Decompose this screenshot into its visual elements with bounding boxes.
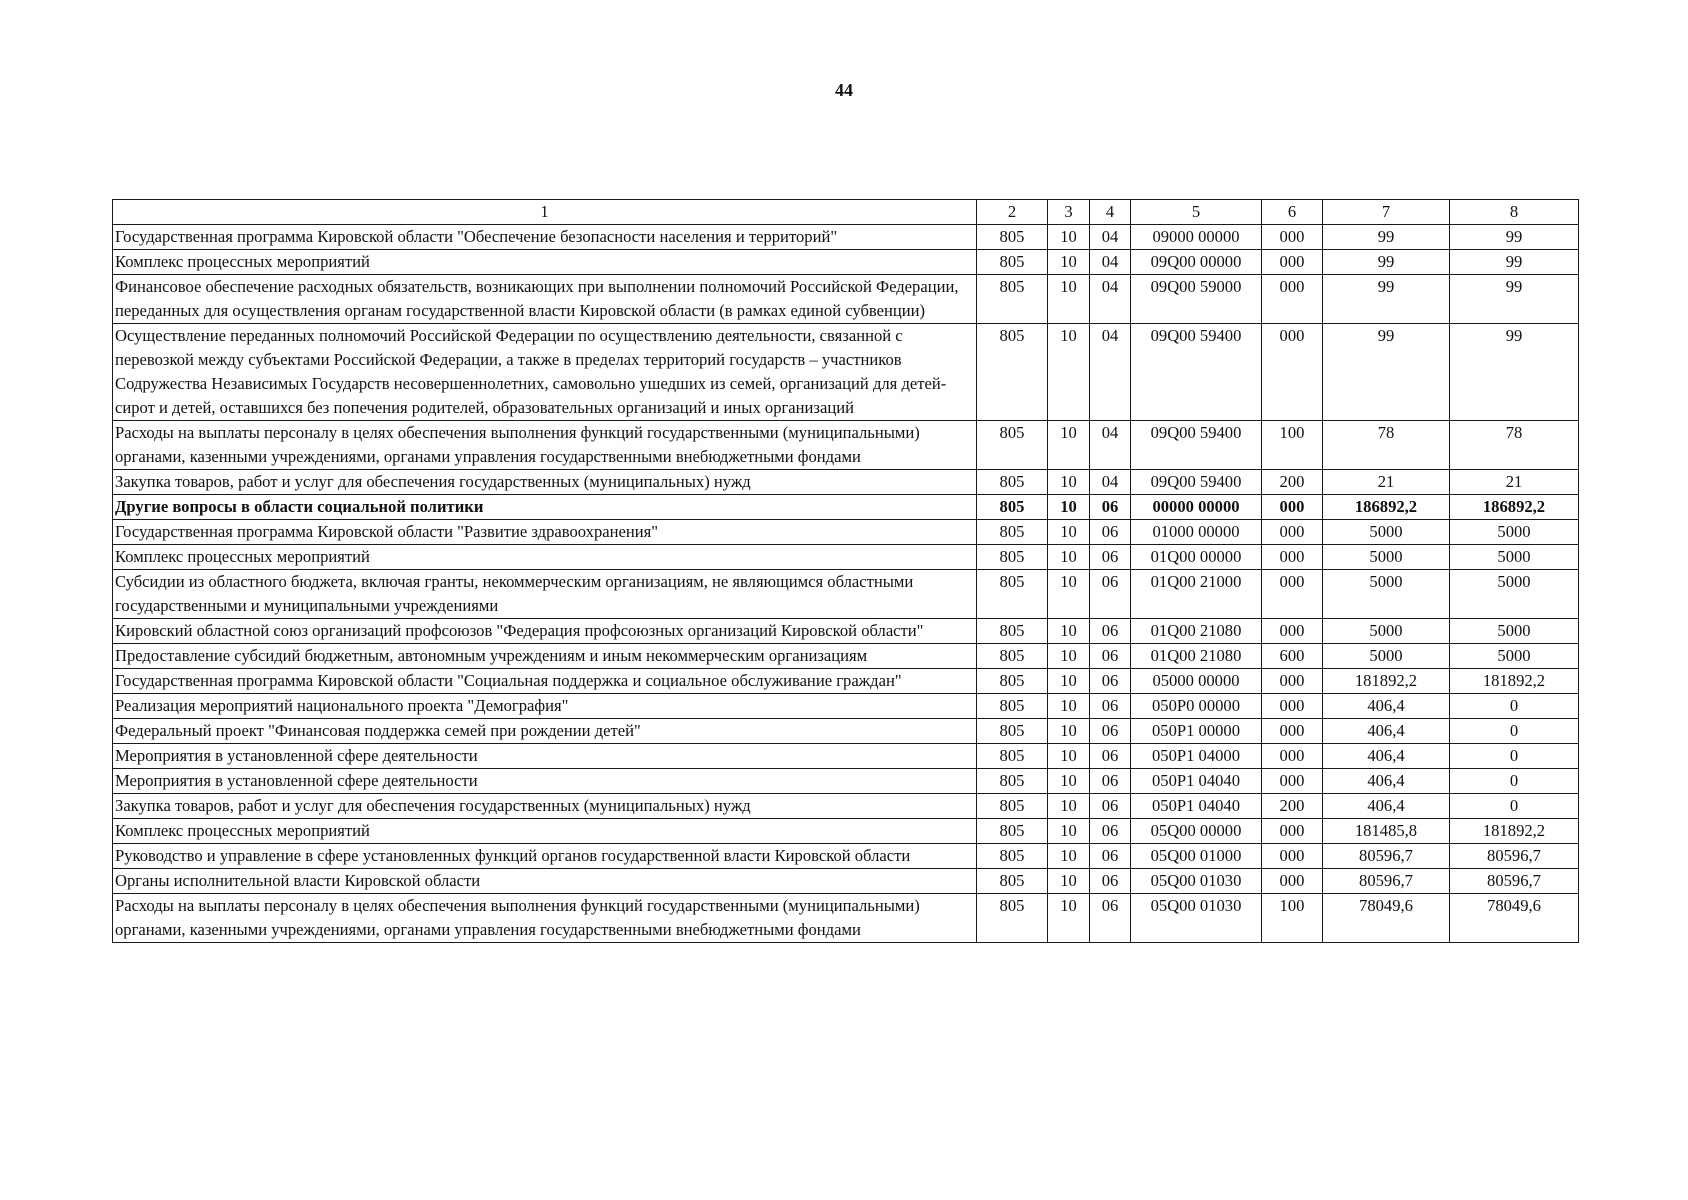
expense-type-code: 200 [1262, 794, 1323, 819]
section-code: 10 [1048, 694, 1090, 719]
admin-code: 805 [977, 794, 1048, 819]
amount-year-1: 406,4 [1323, 744, 1450, 769]
amount-year-1: 5000 [1323, 545, 1450, 570]
amount-year-1: 186892,2 [1323, 495, 1450, 520]
subsection-code: 06 [1090, 869, 1131, 894]
subsection-code: 06 [1090, 669, 1131, 694]
subsection-code: 04 [1090, 421, 1131, 470]
row-name: Осуществление переданных полномочий Российской Федерации по осуществлению деятельности, связанной с перевозкой между субъектами Российской Федерации, а также в пределах территорий государств – участников Содружества Независимых Государств несовершеннолетних, самовольно ушедших из семей, организаций для детей-сирот и детей, оставшихся без попечения родителей, образовательных организаций и иных организаций [113, 324, 977, 421]
table-row [113, 894, 1579, 943]
row-name: Органы исполнительной власти Кировской области [113, 869, 977, 894]
row-name: Расходы на выплаты персоналу в целях обеспечения выполнения функций государственными (муниципальными) органами, казенными учреждениями, органами управления государственными внебюджетными фондами [113, 421, 977, 470]
table-row [113, 421, 1579, 470]
subsection-code: 06 [1090, 894, 1131, 943]
table-row [113, 869, 1579, 894]
section-code: 10 [1048, 894, 1090, 943]
section-code: 10 [1048, 619, 1090, 644]
amount-year-1: 99 [1323, 324, 1450, 421]
column-header-7: 7 [1323, 200, 1450, 225]
amount-year-2: 0 [1450, 794, 1579, 819]
admin-code: 805 [977, 819, 1048, 844]
expense-type-code: 600 [1262, 644, 1323, 669]
amount-year-1: 406,4 [1323, 794, 1450, 819]
admin-code: 805 [977, 869, 1048, 894]
subsection-code: 06 [1090, 844, 1131, 869]
amount-year-2: 0 [1450, 719, 1579, 744]
amount-year-1: 181485,8 [1323, 819, 1450, 844]
admin-code: 805 [977, 769, 1048, 794]
subsection-code: 06 [1090, 570, 1131, 619]
section-code: 10 [1048, 545, 1090, 570]
table-row [113, 250, 1579, 275]
amount-year-1: 5000 [1323, 619, 1450, 644]
header-row [113, 200, 1579, 225]
admin-code: 805 [977, 470, 1048, 495]
expense-type-code: 100 [1262, 421, 1323, 470]
target-article-code: 01Q00 21080 [1131, 644, 1262, 669]
table-row [113, 570, 1579, 619]
section-code: 10 [1048, 669, 1090, 694]
subsection-code: 04 [1090, 225, 1131, 250]
table-row [113, 844, 1579, 869]
row-name: Закупка товаров, работ и услуг для обеспечения государственных (муниципальных) нужд [113, 470, 977, 495]
amount-year-2: 99 [1450, 324, 1579, 421]
expense-type-code: 000 [1262, 819, 1323, 844]
subsection-code: 06 [1090, 819, 1131, 844]
amount-year-2: 181892,2 [1450, 669, 1579, 694]
target-article-code: 01Q00 21000 [1131, 570, 1262, 619]
target-article-code: 05000 00000 [1131, 669, 1262, 694]
table-row [113, 495, 1579, 520]
target-article-code: 09Q00 59000 [1131, 275, 1262, 324]
amount-year-1: 406,4 [1323, 769, 1450, 794]
row-name: Финансовое обеспечение расходных обязательств, возникающих при выполнении полномочий Российской Федерации, переданных для осуществления органам государственной власти Кировской области (в рамках единой субвенции) [113, 275, 977, 324]
section-code: 10 [1048, 844, 1090, 869]
target-article-code: 09000 00000 [1131, 225, 1262, 250]
amount-year-2: 0 [1450, 694, 1579, 719]
row-name: Комплекс процессных мероприятий [113, 545, 977, 570]
target-article-code: 00000 00000 [1131, 495, 1262, 520]
amount-year-2: 99 [1450, 275, 1579, 324]
section-code: 10 [1048, 225, 1090, 250]
amount-year-1: 80596,7 [1323, 869, 1450, 894]
expense-type-code: 000 [1262, 869, 1323, 894]
table-body [113, 225, 1579, 943]
row-name: Расходы на выплаты персоналу в целях обеспечения выполнения функций государственными (муниципальными) органами, казенными учреждениями, органами управления государственными внебюджетными фондами [113, 894, 977, 943]
amount-year-2: 99 [1450, 250, 1579, 275]
row-name: Реализация мероприятий национального проекта "Демография" [113, 694, 977, 719]
expense-type-code: 000 [1262, 495, 1323, 520]
subsection-code: 04 [1090, 275, 1131, 324]
table-row [113, 769, 1579, 794]
target-article-code: 01Q00 21080 [1131, 619, 1262, 644]
section-code: 10 [1048, 421, 1090, 470]
target-article-code: 050P1 04000 [1131, 744, 1262, 769]
section-code: 10 [1048, 719, 1090, 744]
target-article-code: 09Q00 59400 [1131, 470, 1262, 495]
column-header-8: 8 [1450, 200, 1579, 225]
target-article-code: 050P0 00000 [1131, 694, 1262, 719]
amount-year-2: 181892,2 [1450, 819, 1579, 844]
target-article-code: 05Q00 01030 [1131, 869, 1262, 894]
amount-year-1: 78 [1323, 421, 1450, 470]
row-name: Федеральный проект "Финансовая поддержка семей при рождении детей" [113, 719, 977, 744]
amount-year-2: 5000 [1450, 619, 1579, 644]
column-header-6: 6 [1262, 200, 1323, 225]
section-code: 10 [1048, 869, 1090, 894]
section-code: 10 [1048, 794, 1090, 819]
subsection-code: 06 [1090, 694, 1131, 719]
amount-year-1: 21 [1323, 470, 1450, 495]
subsection-code: 06 [1090, 619, 1131, 644]
table-row [113, 744, 1579, 769]
target-article-code: 01Q00 00000 [1131, 545, 1262, 570]
subsection-code: 06 [1090, 520, 1131, 545]
section-code: 10 [1048, 275, 1090, 324]
row-name: Государственная программа Кировской области "Развитие здравоохранения" [113, 520, 977, 545]
section-code: 10 [1048, 644, 1090, 669]
target-article-code: 05Q00 01000 [1131, 844, 1262, 869]
table-row [113, 794, 1579, 819]
table-row [113, 694, 1579, 719]
row-name: Мероприятия в установленной сфере деятельности [113, 744, 977, 769]
row-name: Кировский областной союз организаций профсоюзов "Федерация профсоюзных организаций Кировской области" [113, 619, 977, 644]
amount-year-2: 0 [1450, 769, 1579, 794]
admin-code: 805 [977, 570, 1048, 619]
section-code: 10 [1048, 819, 1090, 844]
table-row [113, 225, 1579, 250]
admin-code: 805 [977, 275, 1048, 324]
row-name: Предоставление субсидий бюджетным, автономным учреждениям и иным некоммерческим организациям [113, 644, 977, 669]
subsection-code: 04 [1090, 250, 1131, 275]
target-article-code: 09Q00 00000 [1131, 250, 1262, 275]
column-header-2: 2 [977, 200, 1048, 225]
expense-type-code: 000 [1262, 225, 1323, 250]
amount-year-1: 181892,2 [1323, 669, 1450, 694]
amount-year-1: 5000 [1323, 570, 1450, 619]
amount-year-2: 5000 [1450, 520, 1579, 545]
expense-type-code: 200 [1262, 470, 1323, 495]
column-header-5: 5 [1131, 200, 1262, 225]
admin-code: 805 [977, 694, 1048, 719]
section-code: 10 [1048, 470, 1090, 495]
expense-type-code: 000 [1262, 619, 1323, 644]
expense-type-code: 000 [1262, 520, 1323, 545]
expense-type-code: 000 [1262, 719, 1323, 744]
amount-year-1: 406,4 [1323, 719, 1450, 744]
table-row [113, 819, 1579, 844]
admin-code: 805 [977, 520, 1048, 545]
section-code: 10 [1048, 495, 1090, 520]
admin-code: 805 [977, 495, 1048, 520]
target-article-code: 09Q00 59400 [1131, 324, 1262, 421]
row-name: Другие вопросы в области социальной политики [113, 495, 977, 520]
section-code: 10 [1048, 769, 1090, 794]
row-name: Закупка товаров, работ и услуг для обеспечения государственных (муниципальных) нужд [113, 794, 977, 819]
budget-table [112, 199, 1579, 943]
target-article-code: 050P1 04040 [1131, 769, 1262, 794]
amount-year-2: 78 [1450, 421, 1579, 470]
row-name: Субсидии из областного бюджета, включая гранты, некоммерческим организациям, не являющимся областными государственными и муниципальными учреждениями [113, 570, 977, 619]
subsection-code: 06 [1090, 794, 1131, 819]
section-code: 10 [1048, 744, 1090, 769]
row-name: Комплекс процессных мероприятий [113, 250, 977, 275]
row-name: Государственная программа Кировской области "Обеспечение безопасности населения и территорий" [113, 225, 977, 250]
target-article-code: 05Q00 00000 [1131, 819, 1262, 844]
amount-year-1: 99 [1323, 275, 1450, 324]
amount-year-1: 406,4 [1323, 694, 1450, 719]
amount-year-2: 0 [1450, 744, 1579, 769]
amount-year-1: 5000 [1323, 644, 1450, 669]
amount-year-1: 99 [1323, 250, 1450, 275]
table-row [113, 669, 1579, 694]
expense-type-code: 000 [1262, 744, 1323, 769]
admin-code: 805 [977, 744, 1048, 769]
target-article-code: 01000 00000 [1131, 520, 1262, 545]
subsection-code: 06 [1090, 744, 1131, 769]
row-name: Государственная программа Кировской области "Социальная поддержка и социальное обслуживание граждан" [113, 669, 977, 694]
amount-year-2: 21 [1450, 470, 1579, 495]
amount-year-1: 99 [1323, 225, 1450, 250]
amount-year-2: 80596,7 [1450, 869, 1579, 894]
expense-type-code: 100 [1262, 894, 1323, 943]
amount-year-2: 5000 [1450, 644, 1579, 669]
admin-code: 805 [977, 250, 1048, 275]
amount-year-1: 78049,6 [1323, 894, 1450, 943]
target-article-code: 09Q00 59400 [1131, 421, 1262, 470]
expense-type-code: 000 [1262, 324, 1323, 421]
subsection-code: 06 [1090, 719, 1131, 744]
expense-type-code: 000 [1262, 844, 1323, 869]
amount-year-1: 80596,7 [1323, 844, 1450, 869]
row-name: Комплекс процессных мероприятий [113, 819, 977, 844]
section-code: 10 [1048, 250, 1090, 275]
table-row [113, 545, 1579, 570]
amount-year-2: 80596,7 [1450, 844, 1579, 869]
subsection-code: 06 [1090, 545, 1131, 570]
admin-code: 805 [977, 894, 1048, 943]
expense-type-code: 000 [1262, 669, 1323, 694]
admin-code: 805 [977, 719, 1048, 744]
admin-code: 805 [977, 324, 1048, 421]
amount-year-2: 5000 [1450, 545, 1579, 570]
admin-code: 805 [977, 421, 1048, 470]
amount-year-2: 186892,2 [1450, 495, 1579, 520]
subsection-code: 04 [1090, 470, 1131, 495]
page-number: 44 [835, 80, 853, 100]
subsection-code: 06 [1090, 769, 1131, 794]
expense-type-code: 000 [1262, 694, 1323, 719]
admin-code: 805 [977, 225, 1048, 250]
admin-code: 805 [977, 669, 1048, 694]
target-article-code: 05Q00 01030 [1131, 894, 1262, 943]
amount-year-2: 99 [1450, 225, 1579, 250]
table-row [113, 719, 1579, 744]
amount-year-2: 78049,6 [1450, 894, 1579, 943]
target-article-code: 050P1 00000 [1131, 719, 1262, 744]
expense-type-code: 000 [1262, 769, 1323, 794]
subsection-code: 06 [1090, 644, 1131, 669]
row-name: Руководство и управление в сфере установленных функций органов государственной власти Кировской области [113, 844, 977, 869]
admin-code: 805 [977, 644, 1048, 669]
table-row [113, 619, 1579, 644]
table-row [113, 275, 1579, 324]
section-code: 10 [1048, 570, 1090, 619]
table-row [113, 470, 1579, 495]
table-row [113, 644, 1579, 669]
row-name: Мероприятия в установленной сфере деятельности [113, 769, 977, 794]
section-code: 10 [1048, 324, 1090, 421]
column-header-3: 3 [1048, 200, 1090, 225]
section-code: 10 [1048, 520, 1090, 545]
amount-year-1: 5000 [1323, 520, 1450, 545]
subsection-code: 06 [1090, 495, 1131, 520]
admin-code: 805 [977, 545, 1048, 570]
expense-type-code: 000 [1262, 250, 1323, 275]
subsection-code: 04 [1090, 324, 1131, 421]
expense-type-code: 000 [1262, 545, 1323, 570]
table-row [113, 324, 1579, 421]
expense-type-code: 000 [1262, 275, 1323, 324]
column-header-1: 1 [113, 200, 977, 225]
admin-code: 805 [977, 619, 1048, 644]
amount-year-2: 5000 [1450, 570, 1579, 619]
column-header-4: 4 [1090, 200, 1131, 225]
target-article-code: 050P1 04040 [1131, 794, 1262, 819]
admin-code: 805 [977, 844, 1048, 869]
expense-type-code: 000 [1262, 570, 1323, 619]
table-row [113, 520, 1579, 545]
